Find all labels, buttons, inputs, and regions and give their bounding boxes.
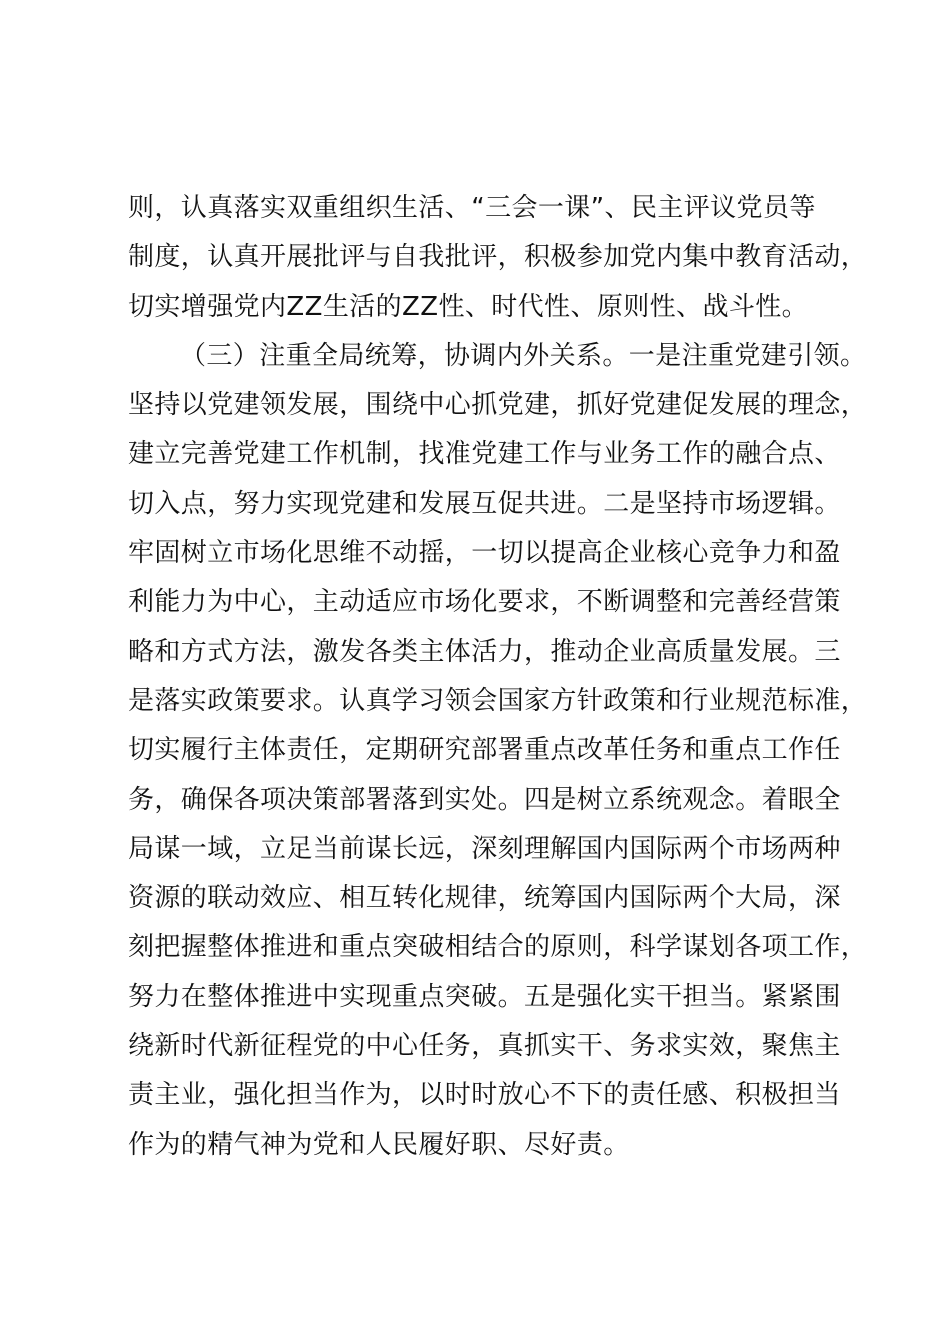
text-line: 牢固树立市场化思维不动摇，一切以提高企业核心竞争力和盈 (128, 538, 841, 569)
section-heading-line: （三）注重全局统筹，协调内外关系。一是注重党建引领。 (180, 340, 867, 371)
text-line: 资源的联动效应、相互转化规律，统筹国内国际两个大局，深 (128, 883, 841, 914)
text-line: 责主业，强化担当作为，以时时放心不下的责任感、积极担当 (128, 1080, 841, 1111)
text-line: 局谋一域，立足当前谋长远，深刻理解国内国际两个市场两种 (128, 833, 841, 864)
text-line: 则，认真落实双重组织生活、“三会一课”、民主评议党员等 (128, 193, 816, 223)
text-line: 是落实政策要求。认真学习领会国家方针政策和行业规范标准， (128, 685, 868, 716)
body-text (128, 184, 868, 1170)
text-line: 利能力为中心，主动适应市场化要求，不断调整和完善经营策 (128, 587, 841, 618)
text-line: 建立完善党建工作机制，找准党建工作与业务工作的融合点、 (128, 439, 841, 470)
text-line: 务，确保各项决策部署落到实处。四是树立系统观念。着眼全 (128, 784, 841, 815)
text-line: 略和方式方法，激发各类主体活力，推动企业高质量发展。三 (128, 636, 841, 667)
text-line: 切实增强党内ZZ生活的ZZ性、时代性、原则性、战斗性。 (128, 291, 809, 322)
text-line: 切实履行主体责任，定期研究部署重点改革任务和重点工作任 (128, 735, 841, 766)
text-line: 作为的精气神为党和人民履好职、尽好责。 (128, 1129, 630, 1160)
text-line: 制度，认真开展批评与自我批评，积极参加党内集中教育活动， (128, 242, 868, 273)
text-line: 坚持以党建领发展，围绕中心抓党建，抓好党建促发展的理念， (128, 390, 868, 421)
text-line: 努力在整体推进中实现重点突破。五是强化实干担当。紧紧围 (128, 981, 841, 1012)
text-line: 切入点，努力实现党建和发展互促共进。二是坚持市场逻辑。 (128, 488, 841, 519)
text-line: 刻把握整体推进和重点突破相结合的原则，科学谋划各项工作， (128, 932, 868, 963)
text-line: 绕新时代新征程党的中心任务，真抓实干、务求实效，聚焦主 (128, 1031, 841, 1062)
